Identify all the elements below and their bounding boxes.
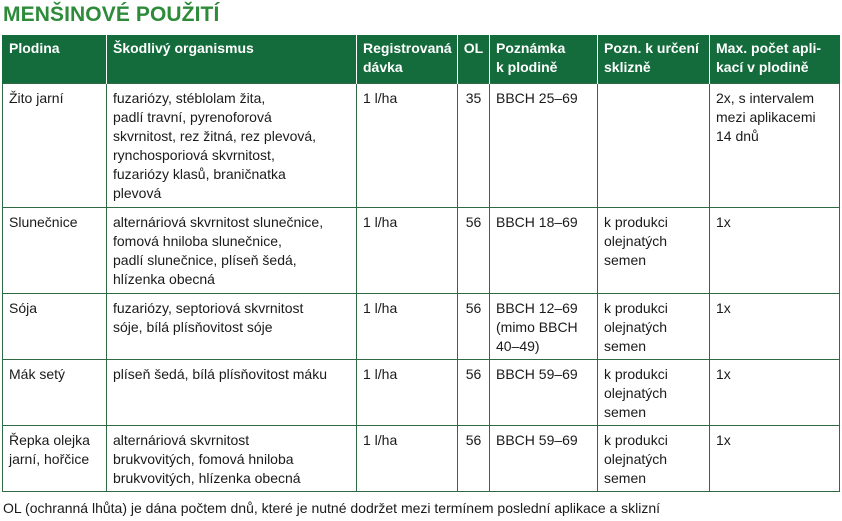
table-header-row (3, 35, 840, 84)
cell-max: 1x (710, 426, 840, 492)
cell-plodina: Slunečnice (3, 208, 107, 294)
table-row (3, 360, 840, 426)
table-row (3, 294, 840, 360)
header-ol: OL (458, 35, 490, 84)
cell-poznamka: BBCH 18–69 (490, 208, 598, 294)
cell-plodina: Mák setý (3, 360, 107, 426)
cell-plodina: Sója (3, 294, 107, 360)
usage-table (2, 35, 840, 492)
cell-ol: 56 (458, 426, 490, 492)
cell-plodina: Řepka olejka jarní, hořčice (3, 426, 107, 492)
cell-max: 1x (710, 294, 840, 360)
cell-davka: 1 l/ha (357, 84, 458, 208)
cell-ol: 56 (458, 360, 490, 426)
cell-sklizen: k produkci olejnatých semen (598, 360, 710, 426)
cell-max: 2x, s intervalem mezi aplikacemi 14 dnů (710, 84, 840, 208)
cell-max: 1x (710, 208, 840, 294)
cell-organismus: alternáriová skvrnitost brukvovitých, fomová hniloba brukvovitých, hlízenka obecná (107, 426, 357, 492)
cell-organismus: alternáriová skvrnitost slunečnice, fomová hniloba slunečnice, padlí slunečnice, plíseň šedá, hlízenka obecná (107, 208, 357, 294)
cell-davka: 1 l/ha (357, 360, 458, 426)
cell-davka: 1 l/ha (357, 426, 458, 492)
header-sklizen: Pozn. k určení sklizně (598, 35, 710, 84)
cell-poznamka: BBCH 12–69 (mimo BBCH 40–49) (490, 294, 598, 360)
cell-sklizen: k produkci olejnatých semen (598, 208, 710, 294)
header-davka: Registrovaná dávka (357, 35, 458, 84)
cell-ol: 35 (458, 84, 490, 208)
cell-sklizen: k produkci olejnatých semen (598, 294, 710, 360)
footnote: OL (ochranná lhůta) je dána počtem dnů, které je nutné dodržet mezi termínem poslední aplikace a sklizní (3, 500, 661, 516)
header-poznamka: Poznámka k plodině (490, 35, 598, 84)
cell-sklizen: k produkci olejnatých semen (598, 426, 710, 492)
cell-ol: 56 (458, 208, 490, 294)
cell-poznamka: BBCH 25–69 (490, 84, 598, 208)
header-organismus: Škodlivý organismus (107, 35, 357, 84)
cell-organismus: fuzariózy, septoriová skvrnitost sóje, bílá plísňovitost sóje (107, 294, 357, 360)
cell-sklizen (598, 84, 710, 208)
table-row (3, 426, 840, 492)
cell-davka: 1 l/ha (357, 208, 458, 294)
cell-organismus: fuzariózy, stéblolam žita, padlí travní, pyrenoforová skvrnitost, rez žitná, rez plevová, rynchosporiová skvrnitost, fuzariózy klasů, braničnatka plevová (107, 84, 357, 208)
cell-max: 1x (710, 360, 840, 426)
header-plodina: Plodina (3, 35, 107, 84)
cell-organismus: plíseň šedá, bílá plísňovitost máku (107, 360, 357, 426)
header-max: Max. počet apli- kací v plodině (710, 35, 840, 84)
cell-plodina: Žito jarní (3, 84, 107, 208)
cell-ol: 56 (458, 294, 490, 360)
table-row (3, 84, 840, 208)
table-row (3, 208, 840, 294)
cell-poznamka: BBCH 59–69 (490, 426, 598, 492)
section-title: MENŠINOVÉ POUŽITÍ (3, 3, 220, 26)
cell-davka: 1 l/ha (357, 294, 458, 360)
cell-poznamka: BBCH 59–69 (490, 360, 598, 426)
